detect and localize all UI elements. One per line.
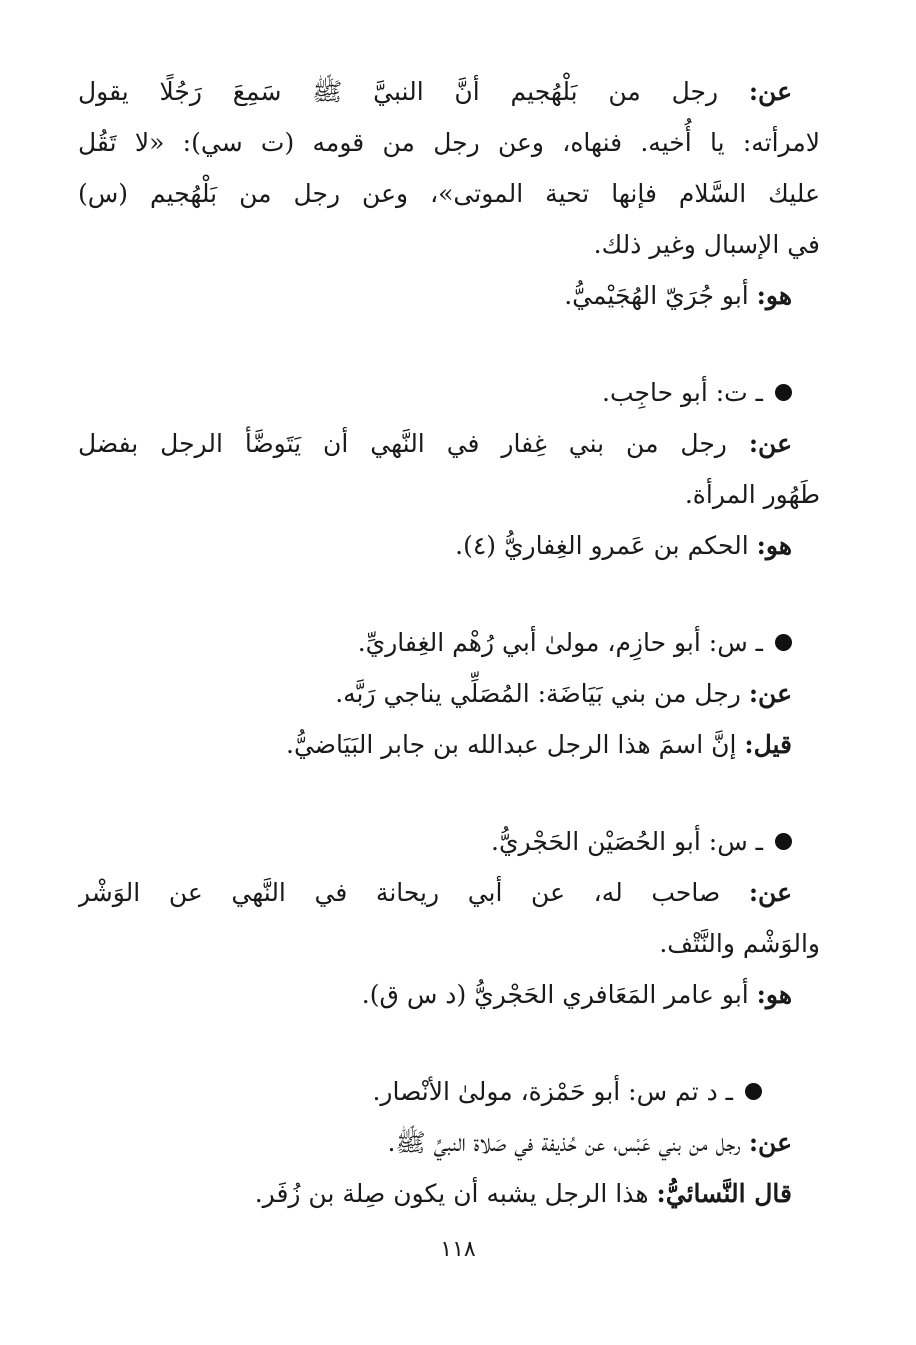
entry-line bbox=[78, 668, 820, 719]
page-number: ١١٨ bbox=[440, 1237, 476, 1262]
identity-label: هو: bbox=[756, 980, 792, 1009]
entry-line-label: عن: bbox=[748, 1128, 792, 1157]
entry-abu-hazim bbox=[78, 617, 820, 770]
entry-line bbox=[78, 867, 820, 918]
identity-label: قال النَّسائيُّ: bbox=[656, 1179, 792, 1208]
identity-label: هو: bbox=[756, 281, 792, 310]
entry-line-text: طَهُور المرأة. bbox=[684, 480, 820, 509]
entry-line-text: والوَشْم والنَّتْف. bbox=[659, 929, 820, 958]
entry-line-label: عن: bbox=[748, 429, 792, 458]
bullet-icon bbox=[775, 634, 792, 651]
entry-abu-hajib bbox=[78, 367, 820, 571]
entry-identity bbox=[78, 520, 820, 571]
page-body bbox=[78, 66, 820, 1219]
identity-label: هو: bbox=[756, 531, 792, 560]
entry-heading-text: ـ د تم س: أبو حَمْزة، مولىٰ الأنْصار. bbox=[372, 1077, 733, 1106]
entry-line bbox=[78, 469, 820, 520]
entry-line bbox=[78, 918, 820, 969]
entry-identity bbox=[78, 969, 820, 1020]
entry-line-text: عليك السَّلام فإنها تحية الموتى»، وعن رجل من بَلْهُجيم (س) bbox=[78, 179, 820, 208]
entry-line-label: عن: bbox=[748, 679, 792, 708]
entry-identity bbox=[78, 270, 820, 321]
entry-line-text: رجل من بني بَيَاضَة: المُصَلِّي يناجي رَبَّه. bbox=[335, 679, 749, 708]
entry-abu-jurayy bbox=[78, 66, 820, 321]
bullet-icon bbox=[745, 1083, 762, 1100]
entry-line-text: رجل من بَلْهُجيم أنَّ النبيَّ ﷺ سَمِعَ رَجُلًا يقول bbox=[78, 77, 749, 106]
entry-heading bbox=[78, 617, 820, 668]
identity-text: الحكم بن عَمرو الغِفاريُّ (٤). bbox=[455, 531, 757, 560]
entry-heading-text: ـ ت: أبو حاجِب. bbox=[602, 378, 763, 407]
entry-line bbox=[78, 66, 820, 117]
entry-line-text: صاحب له، عن أبي ريحانة في النَّهي عن الوَشْر bbox=[78, 878, 749, 907]
entry-heading bbox=[78, 1066, 820, 1117]
entry-line bbox=[78, 168, 820, 219]
entry-heading-text: ـ س: أبو الحُصَيْن الحَجْريُّ. bbox=[491, 827, 763, 856]
identity-text: أبو عامر المَعَافري الحَجْريُّ (د س ق). bbox=[361, 980, 757, 1009]
identity-text: هذا الرجل يشبه أن يكون صِلة بن زُفَر. bbox=[254, 1179, 657, 1208]
identity-label: قيل: bbox=[744, 730, 792, 759]
entry-line-text: لامرأته: يا أُخيه. فنهاه، وعن رجل من قومه (ت سي): «لا تَقُل bbox=[78, 128, 820, 157]
entry-line-text: في الإسبال وغير ذلك. bbox=[593, 230, 820, 259]
entry-line-text: رجل من بني عَبْس، عن حُذيفة في صَلاة النبيِّ ﷺ. bbox=[387, 1128, 749, 1157]
entry-line bbox=[78, 117, 820, 168]
entry-identity bbox=[78, 719, 820, 770]
entry-line-label: عن: bbox=[748, 77, 792, 106]
bullet-icon bbox=[775, 384, 792, 401]
entry-line bbox=[78, 1117, 820, 1168]
entry-identity bbox=[78, 1168, 820, 1219]
entry-line-text: رجل من بني غِفار في النَّهي أن يَتَوضَّأ الرجل بفضل bbox=[78, 429, 749, 458]
entry-abu-hamza bbox=[78, 1066, 820, 1219]
identity-text: إنَّ اسمَ هذا الرجل عبدالله بن جابر البَيَاضيُّ. bbox=[286, 730, 745, 759]
entry-heading bbox=[78, 367, 820, 418]
entry-abu-al-husayn bbox=[78, 816, 820, 1020]
bullet-icon bbox=[775, 833, 792, 850]
entry-line bbox=[78, 219, 820, 270]
entry-line bbox=[78, 418, 820, 469]
entry-heading bbox=[78, 816, 820, 867]
identity-text: أبو جُرَيّ الهُجَيْميُّ. bbox=[564, 281, 757, 310]
entry-line-label: عن: bbox=[748, 878, 792, 907]
entry-heading-text: ـ س: أبو حازِم، مولىٰ أبي رُهْم الغِفاريِّ. bbox=[357, 628, 763, 657]
